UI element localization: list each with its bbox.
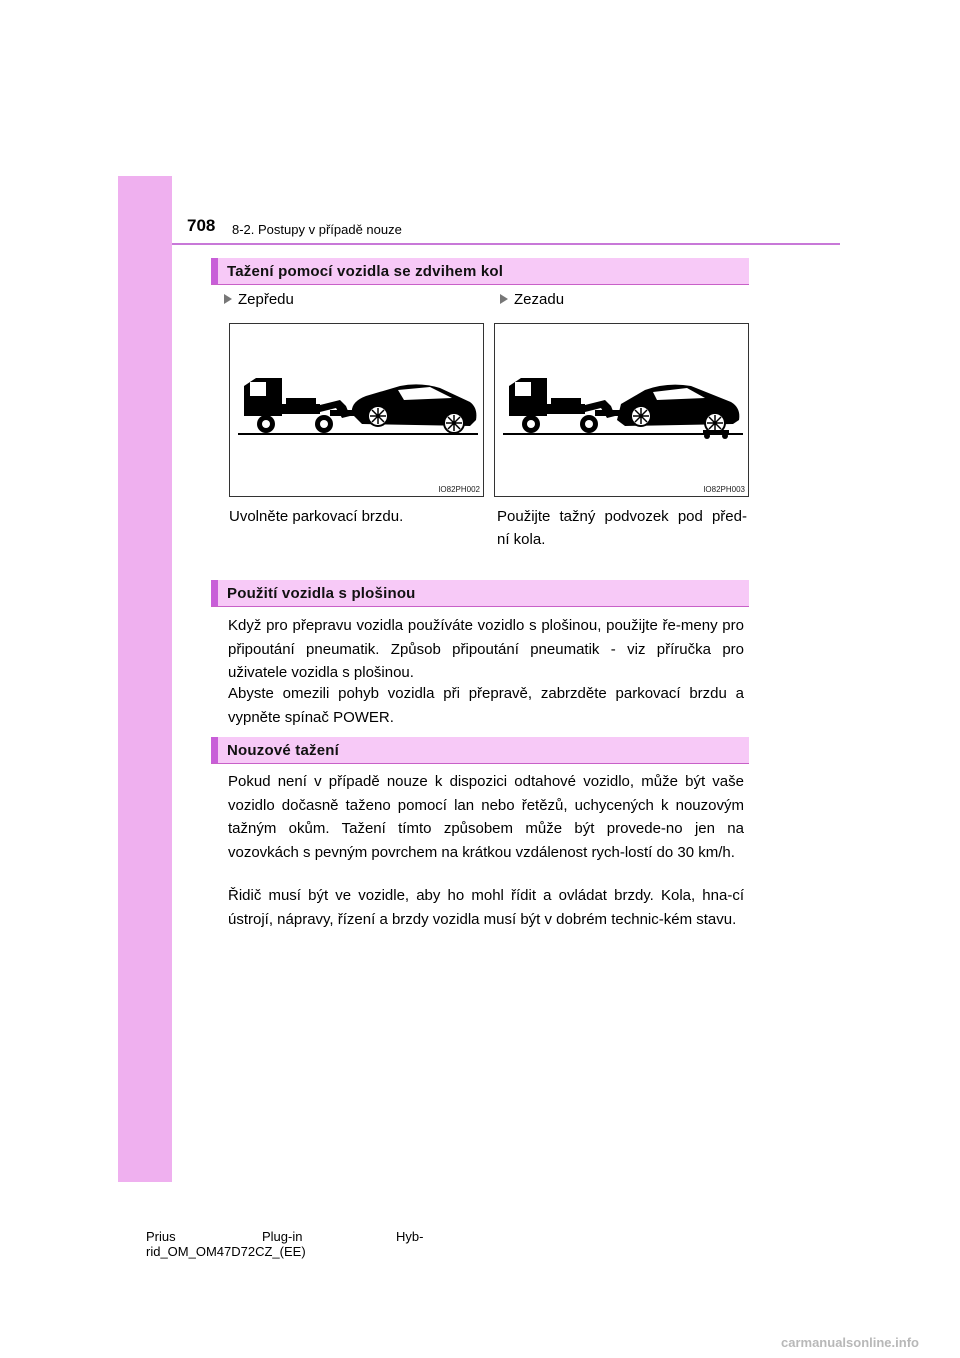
footer-word: Hyb-	[396, 1229, 424, 1244]
section-header-flatbed	[211, 580, 749, 607]
tow-truck-front-illustration	[230, 324, 483, 496]
flatbed-paragraph-1: Když pro přepravu vozidla používáte vozidlo s plošinou, použijte ře-meny pro připoutání pneumatik. Způsob připoutání pneumatik - viz příručka pro uživatele vozidla s plošinou.	[228, 617, 744, 681]
subheading-front	[224, 291, 294, 308]
section-header-wheel-lift	[211, 258, 749, 285]
figure-front-tow	[229, 323, 484, 497]
footer-doc-code: rid_OM_OM47D72CZ_(EE)	[146, 1244, 306, 1259]
caption-line: Použijte tažný podvozek pod před-	[497, 508, 747, 525]
header-divider	[172, 243, 840, 245]
emergency-paragraph-2: Řidič musí být ve vozidle, aby ho mohl řídit a ovládat brzdy. Kola, hna-cí ústrojí, nápravy, řízení a brzdy vozidla musí být v dobrém technic-kém stavu.	[228, 887, 744, 928]
section-accent-bar	[211, 737, 218, 763]
caption-line: ní kola.	[497, 531, 546, 548]
page-number: 708	[187, 216, 216, 235]
section-accent-bar	[211, 258, 218, 284]
section-accent-bar	[211, 580, 218, 606]
flatbed-paragraph-2: Abyste omezili pohyb vozidla při přepravě, zabrzděte parkovací brzdu a vypněte spínač POWER.	[228, 685, 744, 726]
footer-word: Plug-in	[262, 1229, 303, 1244]
section-title: Nouzové tažení	[227, 742, 339, 759]
caption-line: Uvolněte parkovací brzdu.	[229, 508, 404, 525]
tow-truck-rear-illustration	[495, 324, 748, 496]
figure-rear-tow	[494, 323, 749, 497]
figure-code: IO82PH003	[703, 485, 745, 494]
section-title: Tažení pomocí vozidla se zdvihem kol	[227, 263, 504, 280]
footer-word: Prius	[146, 1229, 176, 1244]
triangle-bullet-icon	[500, 294, 508, 304]
section-title: Použití vozidla s plošinou	[227, 585, 416, 602]
section-header-emergency	[211, 737, 749, 764]
subheading-rear	[500, 291, 564, 308]
emergency-paragraph-1: Pokud není v případě nouze k dispozici odtahové vozidlo, může být vaše vozidlo dočasně taženo pomocí lan nebo řetězů, uchycených k nouzovým tažným okům. Tažení tímto způsobem může být provede-no jen na vozovkách s pevným povrchem na krátkou vzdálenost rych-lostí do 30 km/h.	[228, 773, 744, 861]
figure-code: IO82PH002	[438, 485, 480, 494]
subheading-front-label: Zepředu	[238, 291, 294, 308]
chapter-title: 8-2. Postupy v případě nouze	[232, 222, 402, 237]
watermark: carmanualsonline.info	[781, 1335, 919, 1350]
subheading-rear-label: Zezadu	[514, 291, 565, 308]
triangle-bullet-icon	[224, 294, 232, 304]
caption-rear	[497, 505, 747, 551]
side-color-band	[118, 176, 172, 1182]
caption-front	[229, 505, 403, 528]
